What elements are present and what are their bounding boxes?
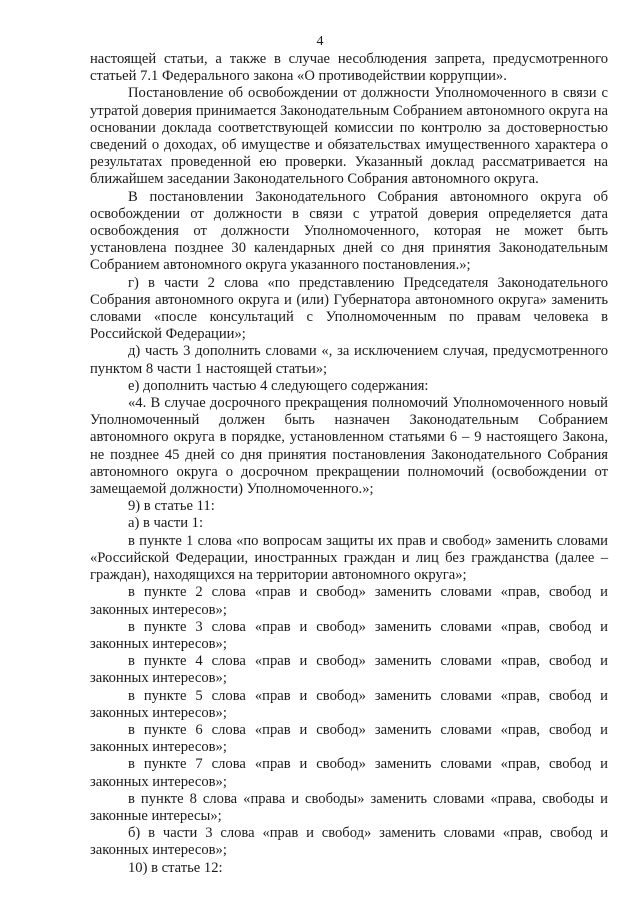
paragraph: в пункте 6 слова «прав и свобод» заменить словами «прав, свобод и законных интересов»;	[90, 721, 608, 756]
paragraph: г) в части 2 слова «по представлению Председателя Законодательного Собрания автономного округа и (или) Губернатора автономного округа» заменить словами «после консультаций с Уполномоченным по правам человека в Российской Федерации»;	[90, 274, 608, 343]
paragraph: в пункте 5 слова «прав и свобод» заменить словами «прав, свобод и законных интересов»;	[90, 687, 608, 721]
paragraph: в пункте 1 слова «по вопросам защиты их прав и свобод» заменить словами «Российской Федерации, иностранных граждан и лиц без гражданства (далее – граждан), находящихся на территории автономного округа»;	[90, 532, 608, 584]
paragraph: в пункте 2 слова «прав и свобод» заменить словами «прав, свобод и законных интересов»;	[90, 584, 608, 618]
paragraph: в пункте 4 слова «прав и свобод» заменить словами «прав, свобод и законных интересов»;	[90, 653, 608, 687]
document-body	[90, 51, 608, 877]
paragraph: д) часть 3 дополнить словами «, за исключением случая, предусмотренного пунктом 8 части 1 настоящей статьи»;	[90, 343, 608, 377]
paragraph: Постановление об освобождении от должности Уполномоченного в связи с утратой доверия принимается Законодательным Собранием автономного округа на основании доклада соответствующей комиссии по контролю за достоверностью сведений о доходах, об имуществе и обязательствах имущественного характера о результатах проведенной ею проверки. Указанный доклад рассматривается на ближайшем заседании Законодательного Собрания автономного округа.	[90, 85, 608, 188]
paragraph: настоящей статьи, а также в случае несоблюдения запрета, предусмотренного статьей 7.1 Федерального закона «О противодействии коррупции».	[90, 51, 608, 85]
paragraph: в пункте 3 слова «прав и свобод» заменить словами «прав, свобод и законных интересов»;	[90, 618, 608, 652]
paragraph: в пункте 8 слова «права и свободы» заменить словами «права, свободы и законные интересы»;	[90, 790, 608, 824]
paragraph: б) в части 3 слова «прав и свобод» заменить словами «прав, свобод и законных интересов»;	[90, 825, 608, 859]
paragraph: а) в части 1:	[128, 515, 204, 532]
page-number: 4	[316, 34, 324, 49]
paragraph: В постановлении Законодательного Собрания автономного округа об освобождении от должности в связи с утратой доверия определяется дата освобождения от должности Уполномоченного, которая не может быть установлена позднее 30 календарных дней со дня принятия Законодательным Собранием автономного округа указанного постановления.»;	[90, 188, 608, 274]
paragraph: 10) в статье 12:	[128, 859, 223, 876]
paragraph: 9) в статье 11:	[128, 498, 215, 515]
paragraph: в пункте 7 слова «прав и свобод» заменить словами «прав, свобод и законных интересов»;	[90, 756, 608, 790]
paragraph: е) дополнить частью 4 следующего содержания:	[128, 377, 429, 394]
paragraph: «4. В случае досрочного прекращения полномочий Уполномоченного новый Уполномоченный должен быть назначен Законодательным Собранием автономного округа в порядке, установленном статьями 6 – 9 настоящего Закона, не позднее 45 дней со дня принятия постановления Законодательного Собрания автономного округа о досрочном прекращении полномочий (освобождении от замещаемой должности) Уполномоченного.»;	[90, 395, 608, 498]
